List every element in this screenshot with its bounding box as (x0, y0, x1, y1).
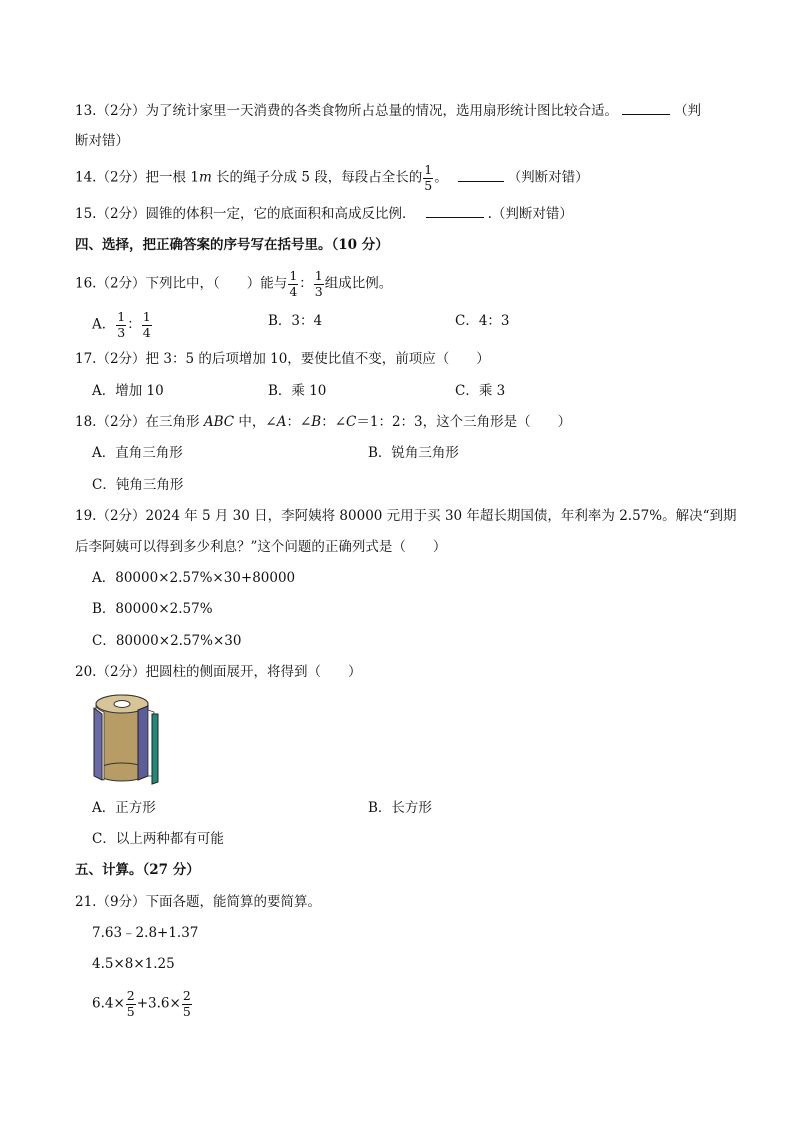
q16-f2-num: 1 (314, 268, 323, 283)
section-4-heading: 四、选择，把正确答案的序号写在括号里。（10 分） (75, 237, 389, 253)
q19-option-b[interactable]: B．80000×2.57% (92, 601, 213, 617)
q16-optA-label: A． (92, 316, 116, 333)
q21-expression-1: 7.63﹣2.8+1.37 (92, 925, 199, 941)
q13-answer-blank[interactable] (622, 100, 670, 115)
q18-text-a: 18.（2分）在三角形 (75, 414, 204, 430)
q16-optA-f1-num: 1 (117, 309, 126, 324)
question-15 (75, 203, 573, 224)
q21-e3-f2-den: 5 (182, 1003, 191, 1019)
q16-f1-den: 4 (289, 283, 298, 299)
q18-option-a[interactable]: A．直角三角形 (92, 445, 183, 461)
q15-answer-blank[interactable] (426, 203, 484, 218)
q14-fraction-denominator: 5 (424, 177, 433, 193)
q17-option-b[interactable]: B．乘 10 (268, 383, 327, 399)
q16-optA-f2-num: 1 (142, 309, 151, 324)
q21-expression-3 (92, 990, 193, 1018)
question-17: 17.（2分）把 3：5 的后项增加 10，要使比值不变，前项应（ ） (75, 351, 490, 367)
q13-tail: （判 (674, 103, 702, 119)
q18-text-d: ：∠ (321, 414, 347, 430)
q16-text-b: 组成比例。 (324, 275, 393, 292)
q16-option-b[interactable]: B．3：4 (268, 313, 323, 329)
question-19-line-1: 19.（2分）2024 年 5 月 30 日，李阿姨将 80000 元用于买 30 年超长期国债，年利率为 2.57%。解决“到期 (75, 508, 737, 524)
q21-e3-f1-num: 2 (126, 988, 135, 1003)
question-19-line-2: 后李阿姨可以得到多少利息？”这个问题的正确列式是（ ） (75, 539, 447, 555)
q18-text-c: ：∠ (286, 414, 312, 430)
q15-tail: .（判断对错） (487, 206, 573, 222)
q18-angle-b: B (311, 414, 322, 430)
q14-fraction (423, 164, 433, 192)
q14-text-c: 。 (434, 169, 448, 186)
q16-fraction-1 (288, 270, 298, 298)
q18-option-c[interactable]: C．钝角三角形 (92, 477, 184, 493)
q21-e3-fraction-2 (182, 990, 192, 1018)
q16-f1-num: 1 (289, 268, 298, 283)
q21-e3-f1-den: 5 (126, 1003, 135, 1019)
section-5-heading: 五、计算。（27 分） (75, 862, 200, 878)
q14-tail: （判断对错） (507, 169, 589, 186)
q15-text: 15.（2分）圆锥的体积一定，它的底面积和高成反比例． (75, 206, 416, 222)
q16-optA-fraction-2 (142, 311, 152, 339)
q16-optA-fraction-1 (116, 311, 126, 339)
q16-optA-f2-den: 4 (142, 324, 151, 340)
q13-continuation: 断对错） (75, 133, 129, 149)
q16-text-a: 16.（2分）下列比中，（ ）能与 (75, 275, 288, 292)
q19-option-a[interactable]: A．80000×2.57%×30+80000 (92, 570, 296, 586)
q14-text-a: 14.（2分）把一根 1 (75, 169, 199, 186)
q16-f2-den: 3 (314, 283, 323, 299)
q21-e3-a: 6.4× (92, 995, 125, 1012)
q16-option-c[interactable]: C．4：3 (455, 313, 510, 329)
q14-fraction-numerator: 1 (424, 162, 433, 177)
question-21: 21.（9分）下面各题，能简算的要简算。 (75, 894, 322, 910)
q21-e3-f2-num: 2 (182, 988, 191, 1003)
q14-unit: m (198, 169, 212, 186)
q16-optA-colon: ： (127, 316, 141, 333)
q16-colon: ： (299, 275, 313, 292)
q18-option-b[interactable]: B．锐角三角形 (368, 445, 459, 461)
question-13 (75, 100, 701, 121)
q21-expression-2: 4.5×8×1.25 (92, 956, 175, 972)
q18-text-e: ＝1：2：3，这个三角形是（ ） (356, 414, 572, 430)
cylinder-illustration (92, 692, 162, 788)
question-14 (75, 164, 589, 192)
q18-angle-a: A (276, 414, 287, 430)
q21-e3-fraction-1 (126, 990, 136, 1018)
q18-text-b: 中，∠ (234, 414, 277, 430)
q19-option-c[interactable]: C．80000×2.57%×30 (92, 633, 242, 649)
q16-fraction-2 (314, 270, 324, 298)
question-18 (75, 412, 571, 432)
question-16 (75, 270, 392, 298)
q20-option-a[interactable]: A．正方形 (92, 800, 156, 816)
q13-text: 13.（2分）为了统计家里一天消费的各类食物所占总量的情况，选用扇形统计图比较合适。 (75, 103, 619, 119)
q16-optA-f1-den: 3 (117, 324, 126, 340)
q17-option-c[interactable]: C．乘 3 (455, 383, 506, 399)
q18-angle-c: C (346, 414, 357, 430)
question-20: 20.（2分）把圆柱的侧面展开，将得到（ ） (75, 664, 362, 680)
q20-option-c[interactable]: C．以上两种都有可能 (92, 831, 224, 847)
q16-option-a[interactable] (92, 311, 153, 339)
q17-option-a[interactable]: A．增加 10 (92, 383, 164, 399)
q20-option-b[interactable]: B．长方形 (368, 800, 432, 816)
q21-e3-b: +3.6× (136, 995, 181, 1012)
q14-text-b: 长的绳子分成 5 段，每段占全长的 (211, 169, 423, 186)
q18-abc: ABC (203, 414, 235, 430)
q14-answer-blank[interactable] (458, 167, 504, 182)
